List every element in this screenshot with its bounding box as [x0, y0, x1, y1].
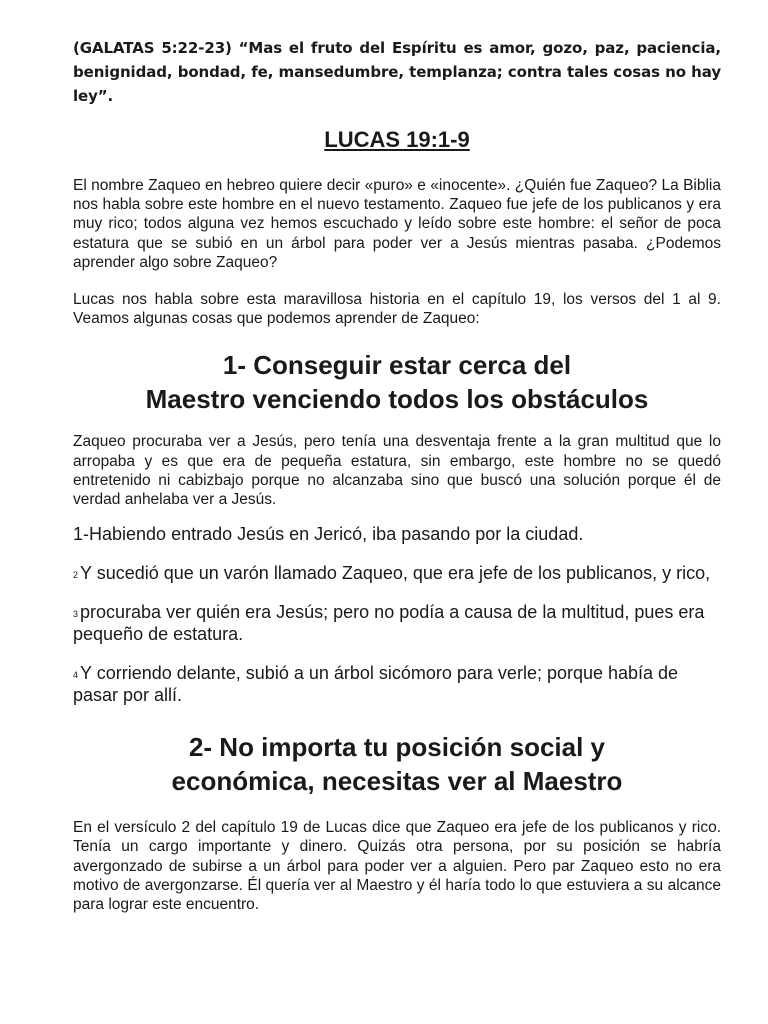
- verse-number: 2: [73, 570, 79, 581]
- section2-paragraph: En el versículo 2 del capítulo 19 de Lucas dice que Zaqueo era jefe de los publicanos y rico. Tenía un cargo importante y dinero. Quizás otra persona, por su posición se habría avergonzado de subirse a un árbol para poder ver a alguien. Pero par Zaqueo esto no era motivo de avergonzarse. Él quería ver al Maestro y él haría todo lo que estuviera a su alcance para lograr este encuentro.: [73, 819, 721, 914]
- section2-heading-line1: 2- No importa tu posición social y: [188, 732, 606, 763]
- section1-heading-line1: 1- Conseguir estar cerca del: [222, 350, 572, 381]
- verse-text: 1-Habiendo entrado Jesús en Jericó, iba pasando por la ciudad.: [73, 524, 584, 545]
- section1-heading: [73, 348, 721, 416]
- section2-heading: [73, 730, 721, 798]
- verse-3: [73, 601, 721, 645]
- context-paragraph: Lucas nos habla sobre esta maravillosa historia en el capítulo 19, los versos del 1 al 9. Veamos algunas cosas que podemos aprender de Zaqueo:: [73, 291, 721, 328]
- intro-paragraph: El nombre Zaqueo en hebreo quiere decir «puro» e «inocente». ¿Quién fue Zaqueo? La Biblia nos habla sobre este hombre en el nuevo testamento. Zaqueo fue jefe de los publicanos y era muy rico; todos alguna vez hemos escuchado y leído sobre este hombre: el señor de poca estatura que se subió en un árbol para poder ver a Jesús mientras pasaba. ¿Podemos aprender algo sobre Zaqueo?: [73, 177, 721, 271]
- page-title: LUCAS 19:1-9: [324, 127, 470, 152]
- verse-number: 4: [73, 670, 79, 681]
- galatians-quote: (GALATAS 5:22-23) “Mas el fruto del Espíritu es amor, gozo, paz, paciencia, benignidad, bondad, fe, mansedumbre, templanza; contra tales cosas no hay ley”.: [73, 39, 721, 105]
- section2-heading-line2: económica, necesitas ver al Maestro: [171, 766, 623, 797]
- document-page: [73, 36, 721, 914]
- section1-paragraph: Zaqueo procuraba ver a Jesús, pero tenía una desventaja frente a la gran multitud que lo arropaba y es que era de pequeña estatura, sin embargo, este hombre no se quedó entretenido ni cabizbajo porque no alcanzaba sino que buscó una solución porque él de verdad anhelaba ver a Jesús.: [73, 433, 721, 509]
- verse-text: Y sucedió que un varón llamado Zaqueo, que era jefe de los publicanos, y rico,: [80, 563, 711, 584]
- section1-heading-line2: Maestro venciendo todos los obstáculos: [145, 384, 649, 415]
- verse-number: 3: [73, 609, 79, 620]
- verse-text: procuraba ver quién era Jesús; pero no podía a causa de la multitud, pues era pequeño de estatura.: [73, 602, 705, 645]
- verse-4: [73, 662, 721, 706]
- verse-2: [73, 562, 721, 584]
- verse-1: [73, 523, 721, 545]
- verse-text: Y corriendo delante, subió a un árbol sicómoro para verle; porque había de pasar por allí.: [73, 663, 679, 706]
